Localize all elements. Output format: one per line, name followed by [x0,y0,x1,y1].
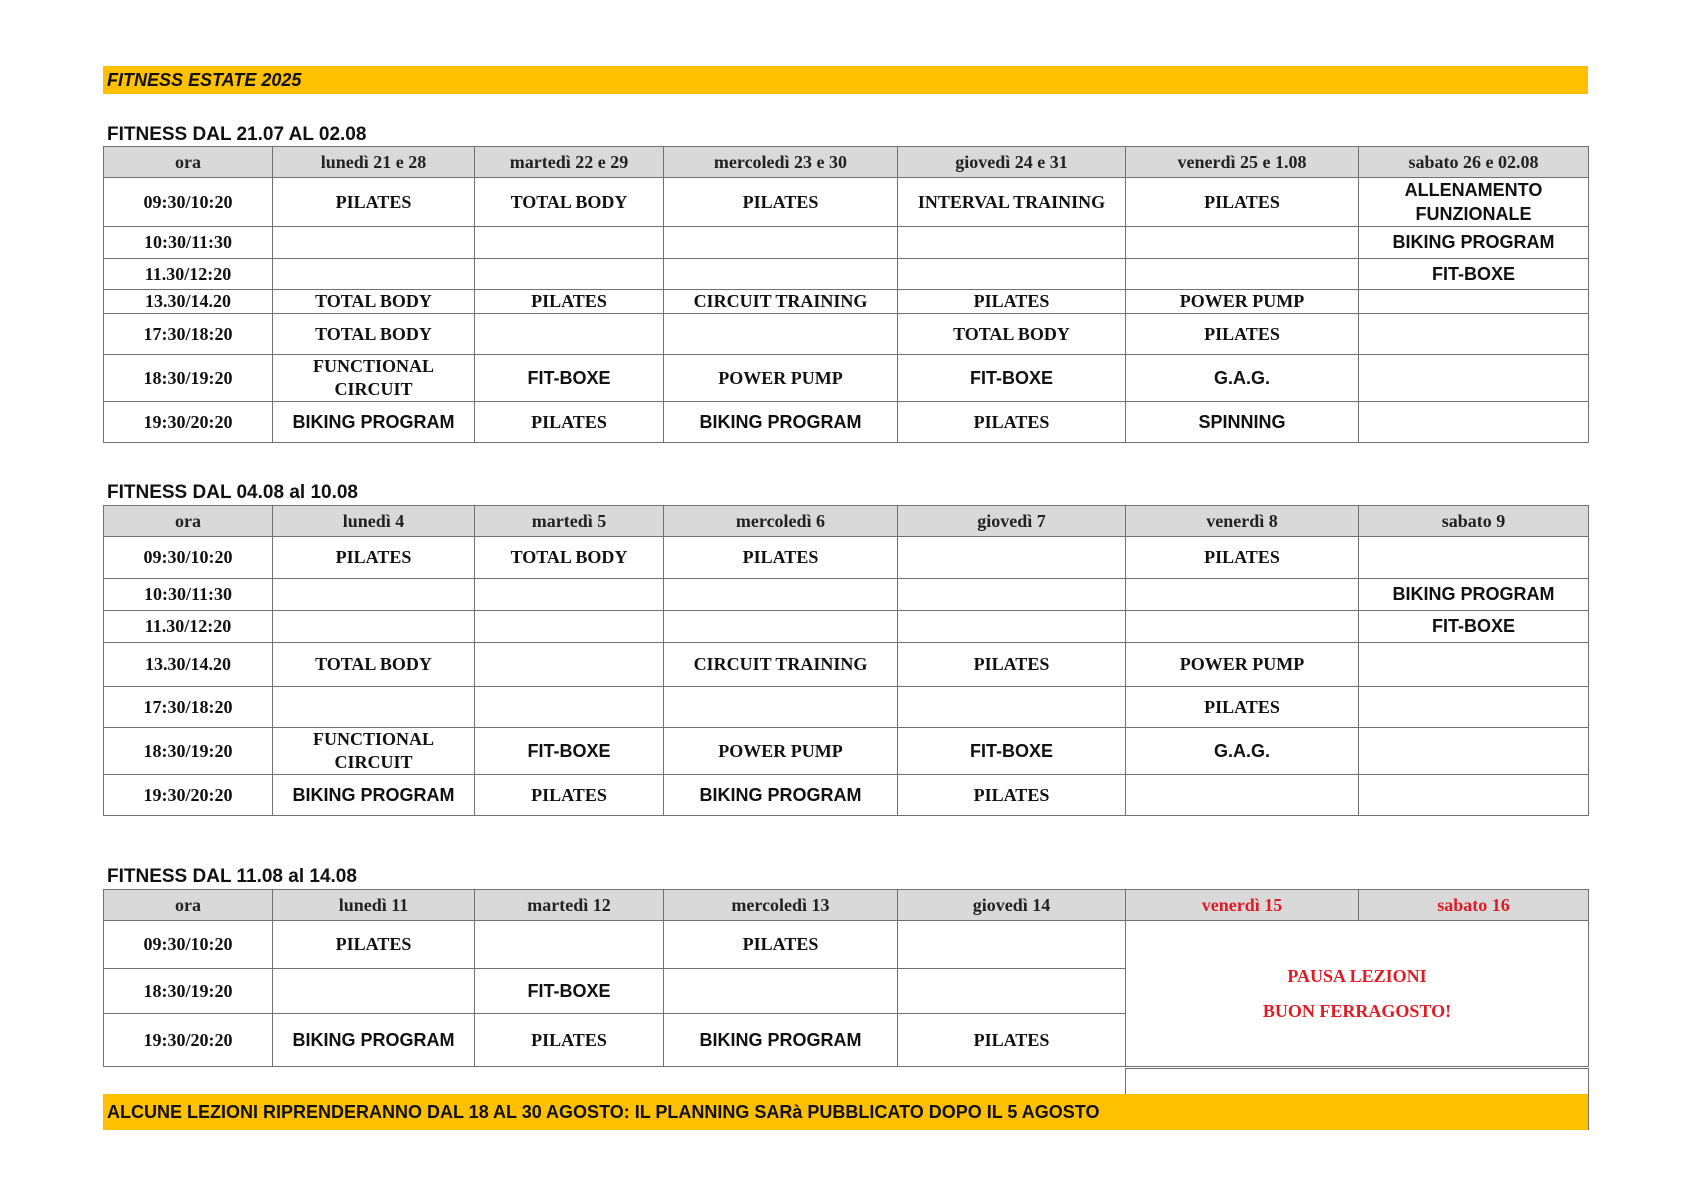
column-header: venerdì 25 e 1.08 [1126,147,1359,178]
class-cell: FIT-BOXE [475,355,664,402]
class-cell [1359,402,1589,443]
class-cell: PILATES [1126,178,1359,227]
table-row [104,227,1589,259]
schedule-table-1 [103,146,1589,443]
class-cell [1126,611,1359,643]
class-cell [664,611,898,643]
class-cell: PILATES [475,290,664,314]
class-cell: BIKING PROGRAM [273,775,475,816]
class-cell [475,611,664,643]
table-row [104,314,1589,355]
class-cell: TOTAL BODY [273,314,475,355]
column-header: giovedì 14 [898,890,1126,921]
table-row [104,178,1589,227]
column-header: venerdì 8 [1126,506,1359,537]
class-cell [664,969,898,1014]
column-header: lunedì 4 [273,506,475,537]
class-cell: BIKING PROGRAM [273,402,475,443]
schedule-1-title: FITNESS DAL 21.07 AL 02.08 [107,124,367,145]
column-header: sabato 9 [1359,506,1589,537]
class-cell: SPINNING [1126,402,1359,443]
class-cell: PILATES [475,1014,664,1067]
time-cell: 17:30/18:20 [104,687,273,728]
class-cell [1126,579,1359,611]
class-cell: PILATES [273,178,475,227]
class-cell: PILATES [898,290,1126,314]
time-cell: 18:30/19:20 [104,355,273,402]
table-row [104,537,1589,579]
class-cell: G.A.G. [1126,355,1359,402]
class-cell: PILATES [898,402,1126,443]
class-cell: PILATES [1126,687,1359,728]
column-header: giovedì 7 [898,506,1126,537]
column-header: lunedì 11 [273,890,475,921]
class-cell: FIT-BOXE [1359,611,1589,643]
class-cell: PILATES [664,178,898,227]
column-header: sabato 26 e 02.08 [1359,147,1589,178]
column-header-holiday: sabato 16 [1359,890,1589,921]
pause-line-1: PAUSA LEZIONI [1287,965,1427,986]
class-cell: PILATES [273,537,475,579]
class-cell: PILATES [273,921,475,969]
time-cell: 18:30/19:20 [104,969,273,1014]
class-cell [1359,355,1589,402]
time-cell: 19:30/20:20 [104,775,273,816]
class-cell: CIRCUIT TRAINING [664,643,898,687]
class-cell [475,579,664,611]
class-cell [475,687,664,728]
pause-notice [1126,921,1589,1067]
time-cell: 11.30/12:20 [104,259,273,290]
class-cell [475,921,664,969]
class-cell: BIKING PROGRAM [1359,227,1589,259]
pause-line-2: BUON FERRAGOSTO! [1262,1000,1452,1021]
schedule-3-title: FITNESS DAL 11.08 al 14.08 [107,866,357,887]
class-cell: FIT-BOXE [475,969,664,1014]
class-cell [273,227,475,259]
class-cell: TOTAL BODY [273,643,475,687]
table-row [104,611,1589,643]
class-cell [898,687,1126,728]
column-header: mercoledì 13 [664,890,898,921]
footer-note: ALCUNE LEZIONI RIPRENDERANNO DAL 18 AL 30 AGOSTO: IL PLANNING SARà PUBBLICATO DOPO IL 5 AGOSTO [107,1102,1100,1122]
class-cell: BIKING PROGRAM [664,402,898,443]
table-row [104,355,1589,402]
class-cell: PILATES [1126,537,1359,579]
class-cell: FUNCTIONAL CIRCUIT [273,728,475,775]
table-header-row [104,147,1589,178]
time-cell: 10:30/11:30 [104,227,273,259]
class-cell [1126,227,1359,259]
class-cell: PILATES [475,402,664,443]
time-cell: 18:30/19:20 [104,728,273,775]
table-row [104,687,1589,728]
class-cell: INTERVAL TRAINING [898,178,1126,227]
class-cell [898,921,1126,969]
time-cell: 17:30/18:20 [104,314,273,355]
table-header-row [104,890,1589,921]
footer-banner [103,1094,1588,1130]
table-row [104,643,1589,687]
column-header: giovedì 24 e 31 [898,147,1126,178]
page-title: FITNESS ESTATE 2025 [107,70,302,90]
class-cell [1359,728,1589,775]
class-cell [1359,290,1589,314]
class-cell: PILATES [898,643,1126,687]
time-cell: 11.30/12:20 [104,611,273,643]
class-cell [273,687,475,728]
class-cell [1359,643,1589,687]
class-cell: POWER PUMP [664,728,898,775]
class-cell: BIKING PROGRAM [664,775,898,816]
class-cell: PILATES [664,921,898,969]
time-cell: 09:30/10:20 [104,537,273,579]
class-cell: POWER PUMP [1126,290,1359,314]
class-cell [664,579,898,611]
schedule-2-title: FITNESS DAL 04.08 al 10.08 [107,482,358,503]
class-cell [898,969,1126,1014]
table-row [104,579,1589,611]
column-header: martedì 22 e 29 [475,147,664,178]
class-cell: PILATES [664,537,898,579]
class-cell [273,969,475,1014]
class-cell: ALLENAMENTO FUNZIONALE [1359,178,1589,227]
class-cell: FIT-BOXE [898,728,1126,775]
class-cell [664,687,898,728]
table-row [104,290,1589,314]
class-cell [1359,775,1589,816]
class-cell [1359,687,1589,728]
time-cell: 10:30/11:30 [104,579,273,611]
class-cell [273,579,475,611]
schedule-table-3 [103,889,1589,1067]
table-row [104,402,1589,443]
column-header: ora [104,147,273,178]
class-cell [273,611,475,643]
class-cell [664,227,898,259]
class-cell: TOTAL BODY [898,314,1126,355]
column-header-holiday: venerdì 15 [1126,890,1359,921]
class-cell [898,611,1126,643]
class-cell [273,259,475,290]
class-cell [475,259,664,290]
class-cell [664,314,898,355]
class-cell [475,643,664,687]
class-cell [898,537,1126,579]
time-cell: 09:30/10:20 [104,921,273,969]
class-cell [1359,537,1589,579]
time-cell: 09:30/10:20 [104,178,273,227]
class-cell [475,314,664,355]
class-cell: CIRCUIT TRAINING [664,290,898,314]
class-cell [1126,775,1359,816]
class-cell: TOTAL BODY [475,537,664,579]
class-cell [898,579,1126,611]
class-cell: PILATES [475,775,664,816]
column-header: mercoledì 23 e 30 [664,147,898,178]
time-cell: 19:30/20:20 [104,1014,273,1067]
class-cell: TOTAL BODY [273,290,475,314]
class-cell: BIKING PROGRAM [664,1014,898,1067]
column-header: ora [104,506,273,537]
class-cell [898,259,1126,290]
class-cell: G.A.G. [1126,728,1359,775]
class-cell: PILATES [898,775,1126,816]
time-cell: 19:30/20:20 [104,402,273,443]
column-header: martedì 12 [475,890,664,921]
column-header: ora [104,890,273,921]
schedule-table-2 [103,505,1589,816]
column-header: martedì 5 [475,506,664,537]
class-cell: BIKING PROGRAM [1359,579,1589,611]
class-cell: FUNCTIONAL CIRCUIT [273,355,475,402]
class-cell [1126,259,1359,290]
column-header: lunedì 21 e 28 [273,147,475,178]
class-cell [898,227,1126,259]
class-cell: BIKING PROGRAM [273,1014,475,1067]
column-header: mercoledì 6 [664,506,898,537]
class-cell: FIT-BOXE [1359,259,1589,290]
table-header-row [104,506,1589,537]
class-cell [1359,314,1589,355]
class-cell: POWER PUMP [1126,643,1359,687]
class-cell: PILATES [1126,314,1359,355]
class-cell [664,259,898,290]
time-cell: 13.30/14.20 [104,290,273,314]
time-cell: 13.30/14.20 [104,643,273,687]
table-row [104,259,1589,290]
table-row [104,728,1589,775]
class-cell: TOTAL BODY [475,178,664,227]
class-cell: FIT-BOXE [475,728,664,775]
header-banner [103,66,1588,94]
class-cell: POWER PUMP [664,355,898,402]
table-row [104,775,1589,816]
class-cell: PILATES [898,1014,1126,1067]
class-cell: FIT-BOXE [898,355,1126,402]
table-row [104,921,1589,969]
class-cell [475,227,664,259]
